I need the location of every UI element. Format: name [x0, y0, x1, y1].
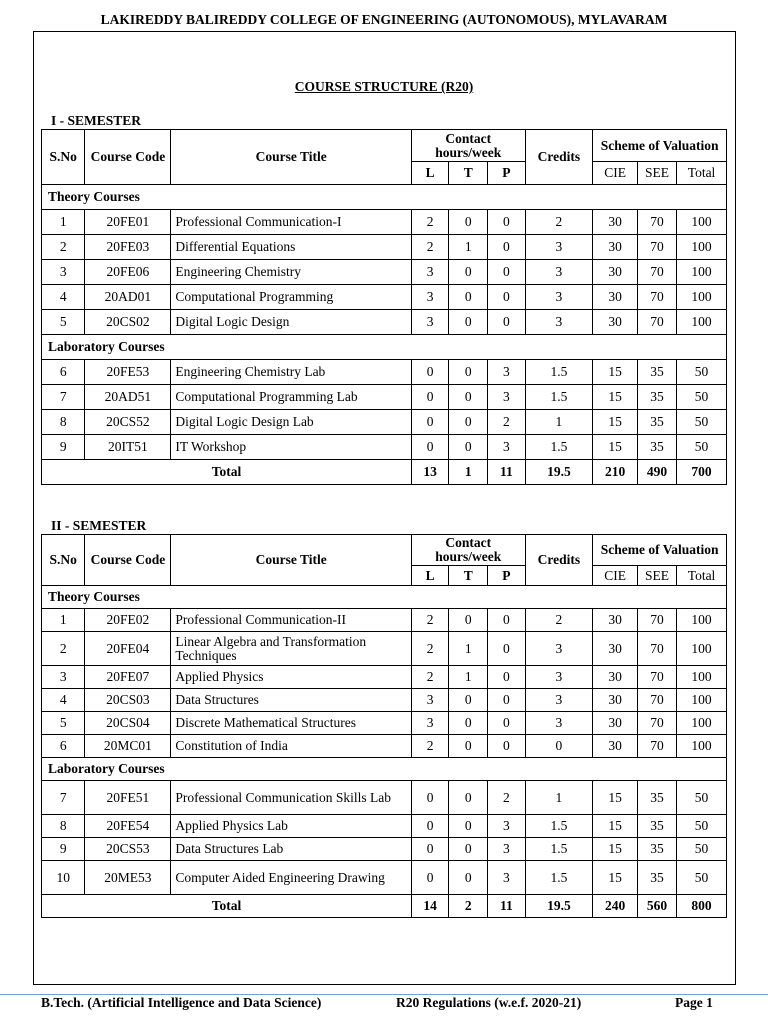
cell-credits: 1.5: [525, 360, 593, 385]
cell-credits: 0: [525, 735, 593, 758]
cell-t: 0: [449, 435, 488, 460]
cell-t: 0: [449, 815, 488, 838]
cell-cie: 30: [593, 735, 638, 758]
total-row: [42, 460, 727, 485]
cell-course-code: 20FE51: [85, 781, 171, 815]
cell-cie: 15: [593, 781, 638, 815]
cell-course-code: 20IT51: [85, 435, 171, 460]
cell-cie: 30: [593, 285, 638, 310]
section-label: Theory Courses: [42, 185, 727, 210]
section-row: [42, 758, 727, 781]
total-p: 11: [488, 460, 525, 485]
header-sno: S.No: [42, 535, 85, 586]
cell-l: 0: [412, 781, 449, 815]
section-label: Theory Courses: [42, 586, 727, 609]
course-row: [42, 260, 727, 285]
header-cie: CIE: [593, 566, 638, 586]
cell-cie: 15: [593, 435, 638, 460]
cell-course-title: Constitution of India: [171, 735, 412, 758]
cell-credits: 3: [525, 689, 593, 712]
section-row: [42, 586, 727, 609]
cell-l: 0: [412, 861, 449, 895]
cell-see: 70: [637, 260, 676, 285]
cell-sno: 10: [42, 861, 85, 895]
cell-t: 0: [449, 838, 488, 861]
cell-t: 0: [449, 861, 488, 895]
cell-course-title: Linear Algebra and Transformation Techniques: [171, 632, 412, 666]
cell-cie: 30: [593, 666, 638, 689]
cell-l: 2: [412, 210, 449, 235]
cell-t: 1: [449, 666, 488, 689]
cell-credits: 3: [525, 260, 593, 285]
cell-course-title: Discrete Mathematical Structures: [171, 712, 412, 735]
total-credits: 19.5: [525, 460, 593, 485]
cell-credits: 1: [525, 781, 593, 815]
cell-credits: 3: [525, 285, 593, 310]
cell-t: 0: [449, 712, 488, 735]
cell-total: 100: [677, 666, 727, 689]
footer-regulations: R20 Regulations (w.e.f. 2020-21): [396, 995, 582, 1010]
total-total: 700: [677, 460, 727, 485]
header-scheme-of-valuation: Scheme of Valuation: [593, 130, 727, 162]
cell-sno: 8: [42, 410, 85, 435]
cell-sno: 3: [42, 666, 85, 689]
table-header-row: [42, 535, 727, 566]
header-t: T: [449, 162, 488, 185]
cell-sno: 5: [42, 310, 85, 335]
cell-sno: 9: [42, 838, 85, 861]
cell-credits: 1.5: [525, 861, 593, 895]
cell-sno: 4: [42, 689, 85, 712]
cell-see: 35: [637, 360, 676, 385]
cell-see: 70: [637, 210, 676, 235]
cell-t: 0: [449, 310, 488, 335]
cell-p: 0: [488, 632, 525, 666]
cell-see: 35: [637, 861, 676, 895]
cell-total: 100: [677, 632, 727, 666]
course-row: [42, 285, 727, 310]
section-label: Laboratory Courses: [42, 758, 727, 781]
header-contact-hours: Contact hours/week: [412, 535, 525, 566]
course-row: [42, 235, 727, 260]
cell-see: 70: [637, 666, 676, 689]
cell-credits: 3: [525, 632, 593, 666]
cell-total: 50: [677, 815, 727, 838]
header-contact-hours: Contact hours/week: [412, 130, 525, 162]
cell-see: 35: [637, 815, 676, 838]
cell-sno: 3: [42, 260, 85, 285]
cell-course-title: Applied Physics Lab: [171, 815, 412, 838]
cell-cie: 15: [593, 815, 638, 838]
cell-total: 100: [677, 689, 727, 712]
cell-cie: 15: [593, 360, 638, 385]
cell-credits: 1.5: [525, 838, 593, 861]
cell-credits: 3: [525, 235, 593, 260]
cell-cie: 30: [593, 310, 638, 335]
cell-see: 35: [637, 410, 676, 435]
cell-course-code: 20AD01: [85, 285, 171, 310]
header-course-code: Course Code: [85, 535, 171, 586]
cell-p: 3: [488, 815, 525, 838]
cell-course-title: Computational Programming Lab: [171, 385, 412, 410]
cell-credits: 3: [525, 310, 593, 335]
cell-cie: 30: [593, 260, 638, 285]
section-row: [42, 335, 727, 360]
cell-t: 0: [449, 735, 488, 758]
cell-total: 50: [677, 385, 727, 410]
cell-course-code: 20FE54: [85, 815, 171, 838]
course-row: [42, 385, 727, 410]
header-see: SEE: [637, 566, 676, 586]
cell-see: 35: [637, 435, 676, 460]
cell-l: 2: [412, 609, 449, 632]
cell-course-code: 20AD51: [85, 385, 171, 410]
header-t: T: [449, 566, 488, 586]
cell-total: 100: [677, 210, 727, 235]
cell-course-title: Data Structures Lab: [171, 838, 412, 861]
cell-course-title: Data Structures: [171, 689, 412, 712]
total-t: 1: [449, 460, 488, 485]
cell-course-title: Professional Communication-II: [171, 609, 412, 632]
cell-p: 2: [488, 781, 525, 815]
header-course-code: Course Code: [85, 130, 171, 185]
cell-p: 0: [488, 260, 525, 285]
cell-course-title: Engineering Chemistry Lab: [171, 360, 412, 385]
cell-t: 0: [449, 285, 488, 310]
footer-page-number: Page 1: [675, 995, 713, 1010]
cell-t: 0: [449, 781, 488, 815]
cell-l: 2: [412, 666, 449, 689]
cell-course-code: 20CS52: [85, 410, 171, 435]
cell-cie: 30: [593, 712, 638, 735]
course-row: [42, 210, 727, 235]
cell-l: 2: [412, 235, 449, 260]
course-row: [42, 310, 727, 335]
cell-course-code: 20FE07: [85, 666, 171, 689]
cell-sno: 5: [42, 712, 85, 735]
cell-see: 35: [637, 781, 676, 815]
cell-sno: 2: [42, 632, 85, 666]
cell-course-title: Professional Communication-I: [171, 210, 412, 235]
cell-credits: 1.5: [525, 385, 593, 410]
cell-l: 0: [412, 385, 449, 410]
cell-t: 0: [449, 210, 488, 235]
cell-p: 3: [488, 838, 525, 861]
table-header-row: [42, 130, 727, 162]
course-structure-title: COURSE STRUCTURE (R20): [294, 79, 474, 94]
semester-1-table: [41, 129, 727, 485]
total-cie: 240: [593, 895, 638, 918]
cell-l: 2: [412, 632, 449, 666]
cell-l: 3: [412, 689, 449, 712]
cell-credits: 1: [525, 410, 593, 435]
header-credits: Credits: [525, 130, 593, 185]
course-row: [42, 609, 727, 632]
cell-p: 3: [488, 385, 525, 410]
cell-total: 100: [677, 235, 727, 260]
course-row: [42, 712, 727, 735]
cell-course-code: 20FE03: [85, 235, 171, 260]
cell-l: 3: [412, 260, 449, 285]
cell-sno: 1: [42, 210, 85, 235]
total-credits: 19.5: [525, 895, 593, 918]
cell-total: 50: [677, 410, 727, 435]
cell-course-code: 20CS53: [85, 838, 171, 861]
course-row: [42, 410, 727, 435]
cell-t: 1: [449, 632, 488, 666]
course-row: [42, 632, 727, 666]
page-footer: [0, 995, 768, 1015]
cell-credits: 3: [525, 666, 593, 689]
cell-credits: 1.5: [525, 435, 593, 460]
cell-l: 0: [412, 360, 449, 385]
cell-total: 50: [677, 838, 727, 861]
cell-credits: 1.5: [525, 815, 593, 838]
total-l: 14: [412, 895, 449, 918]
cell-t: 0: [449, 410, 488, 435]
course-row: [42, 435, 727, 460]
cell-course-title: Computational Programming: [171, 285, 412, 310]
cell-sno: 7: [42, 781, 85, 815]
cell-total: 100: [677, 609, 727, 632]
course-row: [42, 815, 727, 838]
cell-cie: 15: [593, 385, 638, 410]
cell-p: 2: [488, 410, 525, 435]
header-scheme-of-valuation: Scheme of Valuation: [593, 535, 727, 566]
cell-p: 3: [488, 435, 525, 460]
cell-see: 35: [637, 838, 676, 861]
total-label: Total: [42, 460, 412, 485]
cell-p: 3: [488, 861, 525, 895]
cell-course-title: Differential Equations: [171, 235, 412, 260]
header-l: L: [412, 566, 449, 586]
cell-l: 3: [412, 285, 449, 310]
course-row: [42, 861, 727, 895]
header-see: SEE: [637, 162, 676, 185]
cell-p: 0: [488, 310, 525, 335]
cell-sno: 8: [42, 815, 85, 838]
cell-t: 0: [449, 689, 488, 712]
cell-total: 100: [677, 310, 727, 335]
cell-t: 1: [449, 235, 488, 260]
cell-p: 0: [488, 210, 525, 235]
header-credits: Credits: [525, 535, 593, 586]
cell-cie: 30: [593, 689, 638, 712]
cell-course-code: 20ME53: [85, 861, 171, 895]
cell-sno: 4: [42, 285, 85, 310]
cell-p: 0: [488, 609, 525, 632]
cell-p: 0: [488, 735, 525, 758]
semester-2-title: II - SEMESTER: [51, 518, 147, 533]
total-l: 13: [412, 460, 449, 485]
course-row: [42, 360, 727, 385]
cell-l: 3: [412, 310, 449, 335]
total-t: 2: [449, 895, 488, 918]
cell-p: 0: [488, 285, 525, 310]
cell-see: 70: [637, 689, 676, 712]
cell-course-title: Professional Communication Skills Lab: [171, 781, 412, 815]
cell-see: 70: [637, 285, 676, 310]
header-sno: S.No: [42, 130, 85, 185]
cell-total: 100: [677, 260, 727, 285]
header-p: P: [488, 566, 525, 586]
cell-course-code: 20FE04: [85, 632, 171, 666]
cell-course-title: Digital Logic Design: [171, 310, 412, 335]
cell-sno: 9: [42, 435, 85, 460]
header-cie: CIE: [593, 162, 638, 185]
total-cie: 210: [593, 460, 638, 485]
cell-l: 2: [412, 735, 449, 758]
cell-l: 0: [412, 410, 449, 435]
course-row: [42, 781, 727, 815]
cell-cie: 30: [593, 210, 638, 235]
course-row: [42, 838, 727, 861]
semester-2-table: [41, 534, 727, 918]
cell-cie: 30: [593, 235, 638, 260]
college-header: LAKIREDDY BALIREDDY COLLEGE OF ENGINEERING (AUTONOMOUS), MYLAVARAM: [100, 12, 668, 27]
cell-sno: 6: [42, 360, 85, 385]
cell-total: 50: [677, 360, 727, 385]
total-see: 560: [637, 895, 676, 918]
total-see: 490: [637, 460, 676, 485]
cell-course-code: 20CS04: [85, 712, 171, 735]
cell-sno: 6: [42, 735, 85, 758]
cell-cie: 30: [593, 632, 638, 666]
cell-l: 0: [412, 815, 449, 838]
cell-total: 50: [677, 435, 727, 460]
cell-cie: 15: [593, 838, 638, 861]
cell-course-code: 20FE06: [85, 260, 171, 285]
cell-course-code: 20FE53: [85, 360, 171, 385]
cell-t: 0: [449, 360, 488, 385]
header-course-title: Course Title: [171, 535, 412, 586]
cell-course-code: 20CS02: [85, 310, 171, 335]
total-total: 800: [677, 895, 727, 918]
section-label: Laboratory Courses: [42, 335, 727, 360]
cell-total: 50: [677, 861, 727, 895]
total-p: 11: [488, 895, 525, 918]
cell-t: 0: [449, 260, 488, 285]
cell-course-title: Engineering Chemistry: [171, 260, 412, 285]
cell-sno: 1: [42, 609, 85, 632]
cell-see: 70: [637, 632, 676, 666]
cell-l: 0: [412, 838, 449, 861]
cell-cie: 15: [593, 410, 638, 435]
total-row: [42, 895, 727, 918]
cell-see: 70: [637, 235, 676, 260]
cell-course-title: IT Workshop: [171, 435, 412, 460]
cell-course-code: 20MC01: [85, 735, 171, 758]
cell-course-title: Computer Aided Engineering Drawing: [171, 861, 412, 895]
course-row: [42, 689, 727, 712]
total-label: Total: [42, 895, 412, 918]
cell-p: 3: [488, 360, 525, 385]
section-row: [42, 185, 727, 210]
cell-credits: 2: [525, 609, 593, 632]
cell-cie: 15: [593, 861, 638, 895]
cell-p: 0: [488, 712, 525, 735]
cell-see: 70: [637, 735, 676, 758]
cell-credits: 2: [525, 210, 593, 235]
cell-l: 0: [412, 435, 449, 460]
header-l: L: [412, 162, 449, 185]
cell-course-title: Digital Logic Design Lab: [171, 410, 412, 435]
cell-see: 70: [637, 310, 676, 335]
header-course-title: Course Title: [171, 130, 412, 185]
cell-cie: 30: [593, 609, 638, 632]
cell-total: 100: [677, 285, 727, 310]
cell-sno: 7: [42, 385, 85, 410]
course-row: [42, 735, 727, 758]
cell-total: 100: [677, 712, 727, 735]
cell-t: 0: [449, 609, 488, 632]
course-row: [42, 666, 727, 689]
cell-course-code: 20CS03: [85, 689, 171, 712]
semester-1-title: I - SEMESTER: [51, 113, 142, 128]
cell-p: 0: [488, 689, 525, 712]
header-total: Total: [677, 162, 727, 185]
cell-see: 35: [637, 385, 676, 410]
cell-t: 0: [449, 385, 488, 410]
footer-program: B.Tech. (Artificial Intelligence and Data Science): [41, 995, 322, 1010]
header-total: Total: [677, 566, 727, 586]
cell-total: 50: [677, 781, 727, 815]
cell-sno: 2: [42, 235, 85, 260]
header-p: P: [488, 162, 525, 185]
cell-credits: 3: [525, 712, 593, 735]
cell-see: 70: [637, 712, 676, 735]
cell-course-title: Applied Physics: [171, 666, 412, 689]
cell-p: 0: [488, 666, 525, 689]
cell-l: 3: [412, 712, 449, 735]
cell-total: 100: [677, 735, 727, 758]
cell-course-code: 20FE02: [85, 609, 171, 632]
cell-p: 0: [488, 235, 525, 260]
cell-see: 70: [637, 609, 676, 632]
cell-course-code: 20FE01: [85, 210, 171, 235]
